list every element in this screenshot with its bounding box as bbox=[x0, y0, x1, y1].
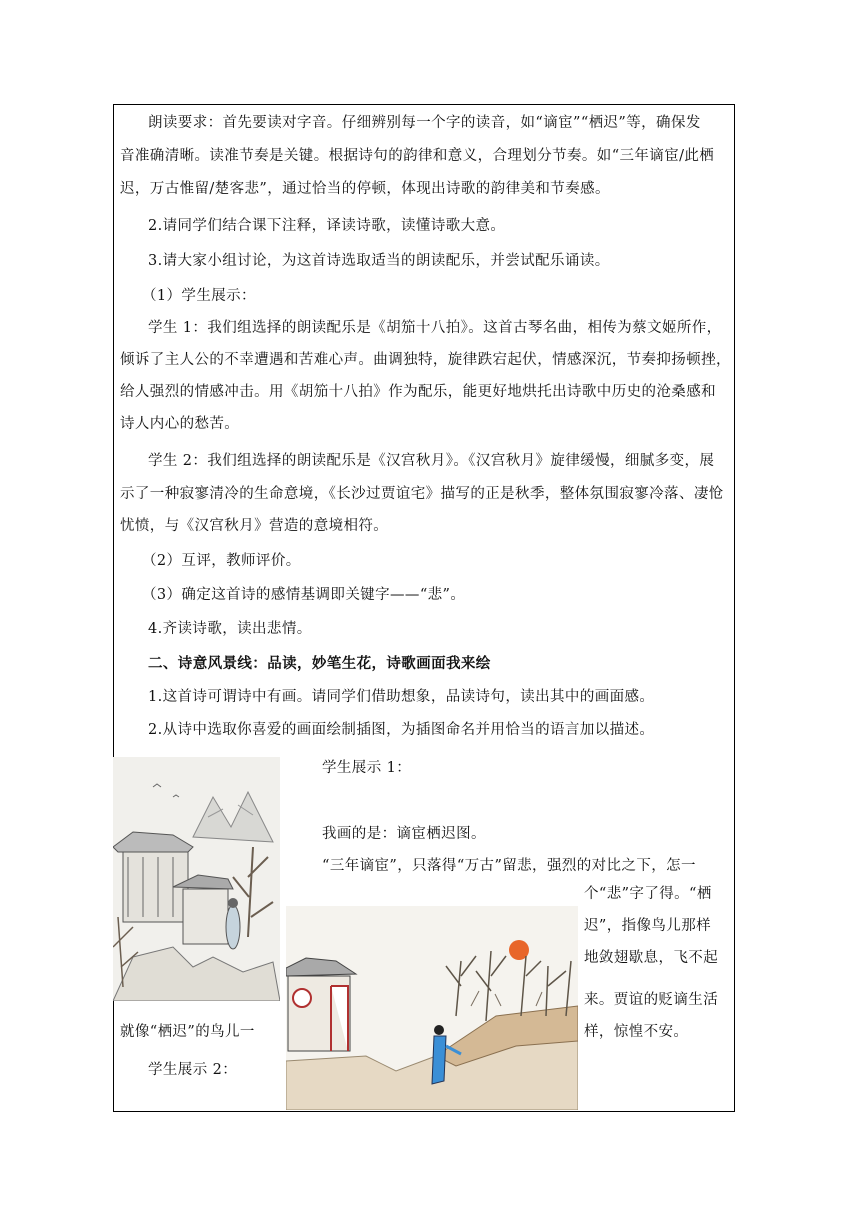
drawing-description-3: 迟”，指像鸟儿那样 bbox=[584, 918, 712, 934]
paragraph-step-2: 2.请同学们结合课下注释，译读诗歌，读懂诗歌大意。 bbox=[148, 218, 506, 234]
paragraph-reading-requirements-1: 朗读要求：首先要读对字音。仔细辨别每一个字的读音，如“谪宦”“栖迟”等，确保发 bbox=[148, 115, 701, 131]
paragraph-student1-2: 倾诉了主人公的不幸遭遇和苦难心声。曲调独特，旋律跌宕起伏，情感深沉，节奏抑扬顿挫， bbox=[120, 352, 731, 368]
drawing-description-4: 地敛翅歇息，飞不起 bbox=[584, 950, 719, 966]
paragraph-student2-3: 忧愤，与《汉宫秋月》营造的意境相符。 bbox=[120, 518, 389, 534]
drawing-title: 我画的是：谪宦栖迟图。 bbox=[322, 826, 486, 842]
paragraph-step-3: 3.请大家小组讨论，为这首诗选取适当的朗读配乐，并尝试配乐诵读。 bbox=[148, 253, 610, 269]
paragraph-student1-3: 给人强烈的情感冲击。用《胡笳十八拍》作为配乐，能更好地烘托出诗歌中历史的沧桑感和 bbox=[120, 384, 716, 400]
paragraph-student2-2: 示了一种寂寥清冷的生命意境，《长沙过贾谊宅》描写的正是秋季，整体氛围寂寥冷落、凄怆 bbox=[120, 486, 724, 502]
paragraph-emotion-keyword: （3）确定这首诗的感情基调即关键字——“悲”。 bbox=[142, 587, 466, 603]
paragraph-peer-review: （2）互评，教师评价。 bbox=[142, 553, 301, 569]
paragraph-read-together: 4.齐读诗歌，读出悲情。 bbox=[148, 621, 312, 637]
paragraph-reading-requirements-3: 迟，万古惟留/楚客悲”，通过恰当的停顿，体现出诗歌的韵律美和节奏感。 bbox=[120, 181, 610, 197]
paragraph-reading-requirements-2: 音准确清晰。读准节奏是关键。根据诗句的韵律和意义，合理划分节奏。如“三年谪宦/此栖 bbox=[120, 148, 715, 164]
paragraph-student2-1: 学生 2：我们组选择的朗读配乐是《汉宫秋月》。《汉宫秋月》旋律缓慢，细腻多变，展 bbox=[148, 453, 715, 469]
paragraph-student1-1: 学生 1：我们组选择的朗读配乐是《胡笳十八拍》。这首古琴名曲，相传为蔡文姬所作， bbox=[148, 320, 722, 336]
drawing-description-2: 个“悲”字了得。“栖 bbox=[584, 886, 712, 902]
pavilion-sketch-svg bbox=[113, 757, 280, 1001]
student-drawing-pavilion bbox=[113, 757, 280, 1001]
paragraph-picture-2: 2.从诗中选取你喜爱的画面绘制插图，为插图命名并用恰当的语言加以描述。 bbox=[148, 722, 655, 738]
paragraph-picture-1: 1.这首诗可谓诗中有画。请同学们借助想象，品读诗句，读出其中的画面感。 bbox=[148, 689, 655, 705]
paragraph-student-show-label: （1）学生展示： bbox=[142, 288, 256, 304]
scholar-sketch-svg bbox=[286, 906, 578, 1110]
student-show-1-label: 学生展示 1： bbox=[322, 760, 412, 776]
student-drawing-scholar bbox=[286, 906, 578, 1110]
drawing-description-left: 就像“栖迟”的鸟儿一 bbox=[120, 1024, 255, 1040]
section-heading-2: 二、诗意风景线：品读，妙笔生花，诗歌画面我来绘 bbox=[148, 655, 491, 672]
student-show-2-label: 学生展示 2： bbox=[148, 1062, 238, 1078]
drawing-description-1: “三年谪宦”，只落得“万古”留悲，强烈的对比之下，怎一 bbox=[322, 858, 696, 874]
paragraph-student1-4: 诗人内心的愁苦。 bbox=[120, 416, 240, 432]
drawing-description-5: 来。贾谊的贬谪生活 bbox=[584, 992, 719, 1008]
drawing-description-6: 样，惊惶不安。 bbox=[584, 1024, 689, 1040]
